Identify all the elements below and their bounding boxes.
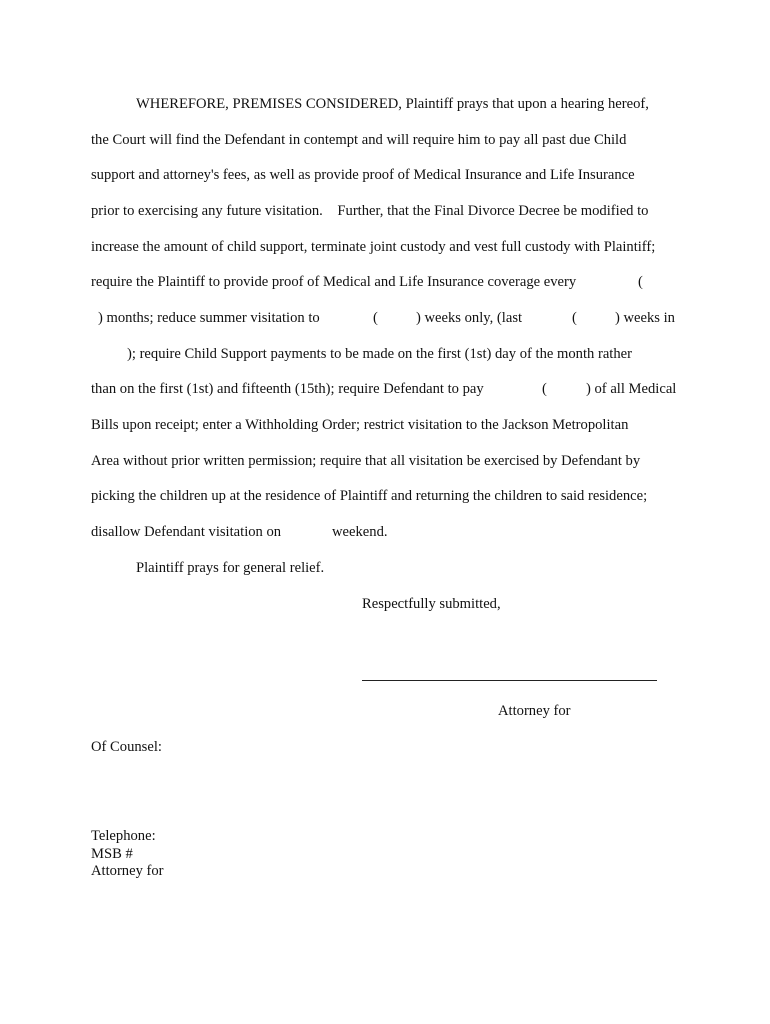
prayer-line-2: the Court will find the Defendant in contempt and will require him to pay all past due Child [91, 132, 627, 148]
prayer-line-12: picking the children up at the residence of Plaintiff and returning the children to said residence; [91, 488, 648, 504]
prayer-line-13a: disallow Defendant visitation on [91, 524, 282, 540]
blank-paren-open-1: ( [638, 274, 643, 290]
signature-line [362, 680, 657, 681]
prayer-line-9a: than on the first (1st) and fifteenth (15th); require Defendant to pay [91, 381, 484, 397]
prayer-line-7c: ) weeks in [615, 310, 675, 326]
prayer-line-4: prior to exercising any future visitation. Further, that the Final Divorce Decree be modified to [91, 203, 649, 219]
prayer-line-8: ); require Child Support payments to be made on the first (1st) day of the month rather [127, 346, 632, 362]
prayer-line-3: support and attorney's fees, as well as provide proof of Medical Insurance and Life Insurance [91, 167, 635, 183]
general-relief-line: Plaintiff prays for general relief. [136, 560, 325, 576]
prayer-line-7b: ) weeks only, (last [416, 310, 523, 326]
prayer-line-1: WHEREFORE, PREMISES CONSIDERED, Plaintiff prays that upon a hearing hereof, [136, 96, 649, 112]
blank-paren-open-3: ( [572, 310, 577, 326]
signature-caption: Attorney for [498, 703, 571, 719]
attorney-for-label: Attorney for [91, 863, 164, 879]
telephone-label: Telephone: [91, 828, 156, 844]
prayer-line-5: increase the amount of child support, terminate joint custody and vest full custody with Plaintiff; [91, 239, 656, 255]
prayer-line-7a: ) months; reduce summer visitation to [98, 310, 320, 326]
blank-paren-open-2: ( [373, 310, 378, 326]
prayer-line-11: Area without prior written permission; require that all visitation be exercised by Defendant by [91, 453, 641, 469]
of-counsel-label: Of Counsel: [91, 739, 162, 755]
msb-label: MSB # [91, 846, 133, 862]
prayer-line-13b: weekend. [332, 524, 388, 540]
closing-line: Respectfully submitted, [362, 596, 501, 612]
prayer-line-10: Bills upon receipt; enter a Withholding Order; restrict visitation to the Jackson Metropolitan [91, 417, 629, 433]
blank-paren-open-4: ( [542, 381, 547, 397]
prayer-line-9b: ) of all Medical [586, 381, 677, 397]
prayer-line-6: require the Plaintiff to provide proof of Medical and Life Insurance coverage every [91, 274, 577, 290]
